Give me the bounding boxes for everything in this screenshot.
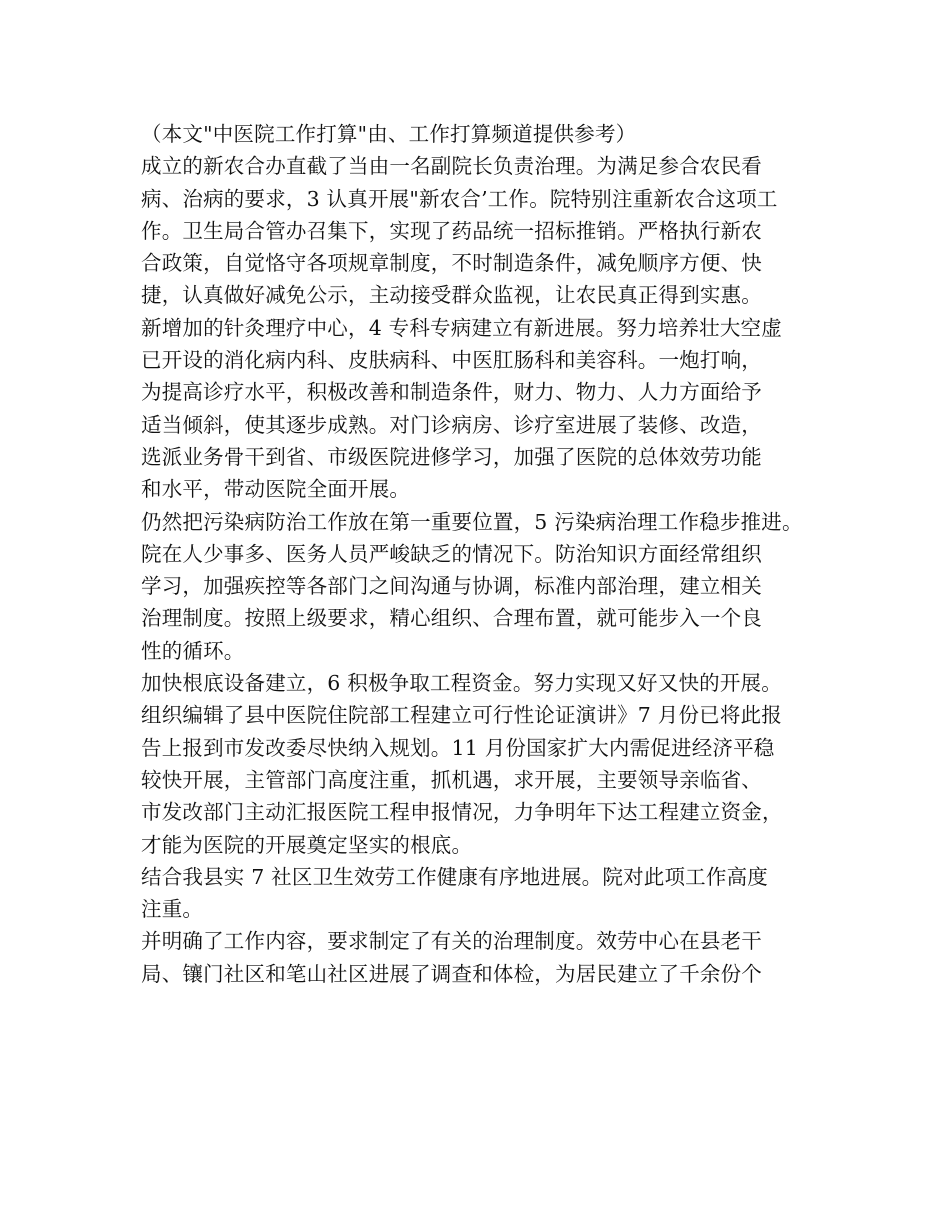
text-line: 选派业务骨干到省、市级医院进修学习，加强了医院的总体效劳功能	[141, 444, 762, 469]
text-line: 已开设的消化病内科、皮肤病科、中医肛肠科和美容科。一炮打响，	[141, 348, 762, 373]
document-body	[141, 118, 831, 990]
text-line: 才能为医院的开展奠定坚实的根底。	[141, 832, 473, 857]
text-line: 为提高诊疗水平，积极改善和制造条件，财力、物力、人力方面给予	[141, 380, 762, 405]
text-line: 组织编辑了县中医院住院部工程建立可行性论证演讲》7 月份已将此报	[141, 703, 782, 728]
text-line: 捷，认真做好减免公示，主动接受群众监视，让农民真正得到实惠。	[141, 283, 762, 308]
text-line: 成立的新农合办直截了当由一名副院长负责治理。为满足参合农民看	[141, 154, 762, 179]
text-line: 适当倾斜，使其逐步成熟。对门诊病房、诊疗室进展了装修、改造，	[141, 412, 762, 437]
text-line: 和水平，带动医院全面开展。	[141, 477, 411, 502]
text-line: 新增加的针灸理疗中心，4 专科专病建立有新进展。努力培养壮大空虚	[141, 315, 782, 340]
text-line: 结合我县实 7 社区卫生效劳工作健康有序地进展。院对此项工作高度	[141, 864, 768, 889]
text-line: 并明确了工作内容，要求制定了有关的治理制度。效劳中心在县老干	[141, 929, 762, 954]
text-line: 仍然把污染病防治工作放在第一重要位置，5 污染病治理工作稳步推进。	[141, 509, 803, 534]
text-line: 作。卫生局合管办召集下，实现了药品统一招标推销。严格执行新农	[141, 218, 762, 243]
text-line: 病、治病的要求，3 认真开展"新农合’工作。院特别注重新农合这项工	[141, 186, 778, 211]
text-line: 注重。	[141, 897, 204, 922]
text-line: 较快开展，主管部门高度注重，抓机遇，求开展，主要领导亲临省、	[141, 767, 762, 792]
text-line: 合政策，自觉恪守各项规章制度，不时制造条件，减免顺序方便、快	[141, 251, 762, 276]
text-line: 治理制度。按照上级要求，精心组织、合理布置，就可能步入一个良	[141, 606, 762, 631]
text-line: 加快根底设备建立，6 积极争取工程资金。努力实现又好又快的开展。	[141, 671, 782, 696]
text-line: 告上报到市发改委尽快纳入规划。11 月份国家扩大内需促进经济平稳	[141, 735, 775, 760]
text-line: 性的循环。	[141, 638, 245, 663]
text-line: 市发改部门主动汇报医院工程申报情况，力争明年下达工程建立资金，	[141, 800, 783, 825]
text-line: 局、镶门社区和笔山社区进展了调查和体检，为居民建立了千余份个	[141, 961, 762, 986]
text-line: 院在人少事多、医务人员严峻缺乏的情况下。防治知识方面经常组织	[141, 541, 762, 566]
text-line: 学习，加强疾控等各部门之间沟通与协调，标准内部治理，建立相关	[141, 574, 762, 599]
text-line: （本文"中医院工作打算"由、工作打算频道提供参考）	[141, 122, 637, 146]
